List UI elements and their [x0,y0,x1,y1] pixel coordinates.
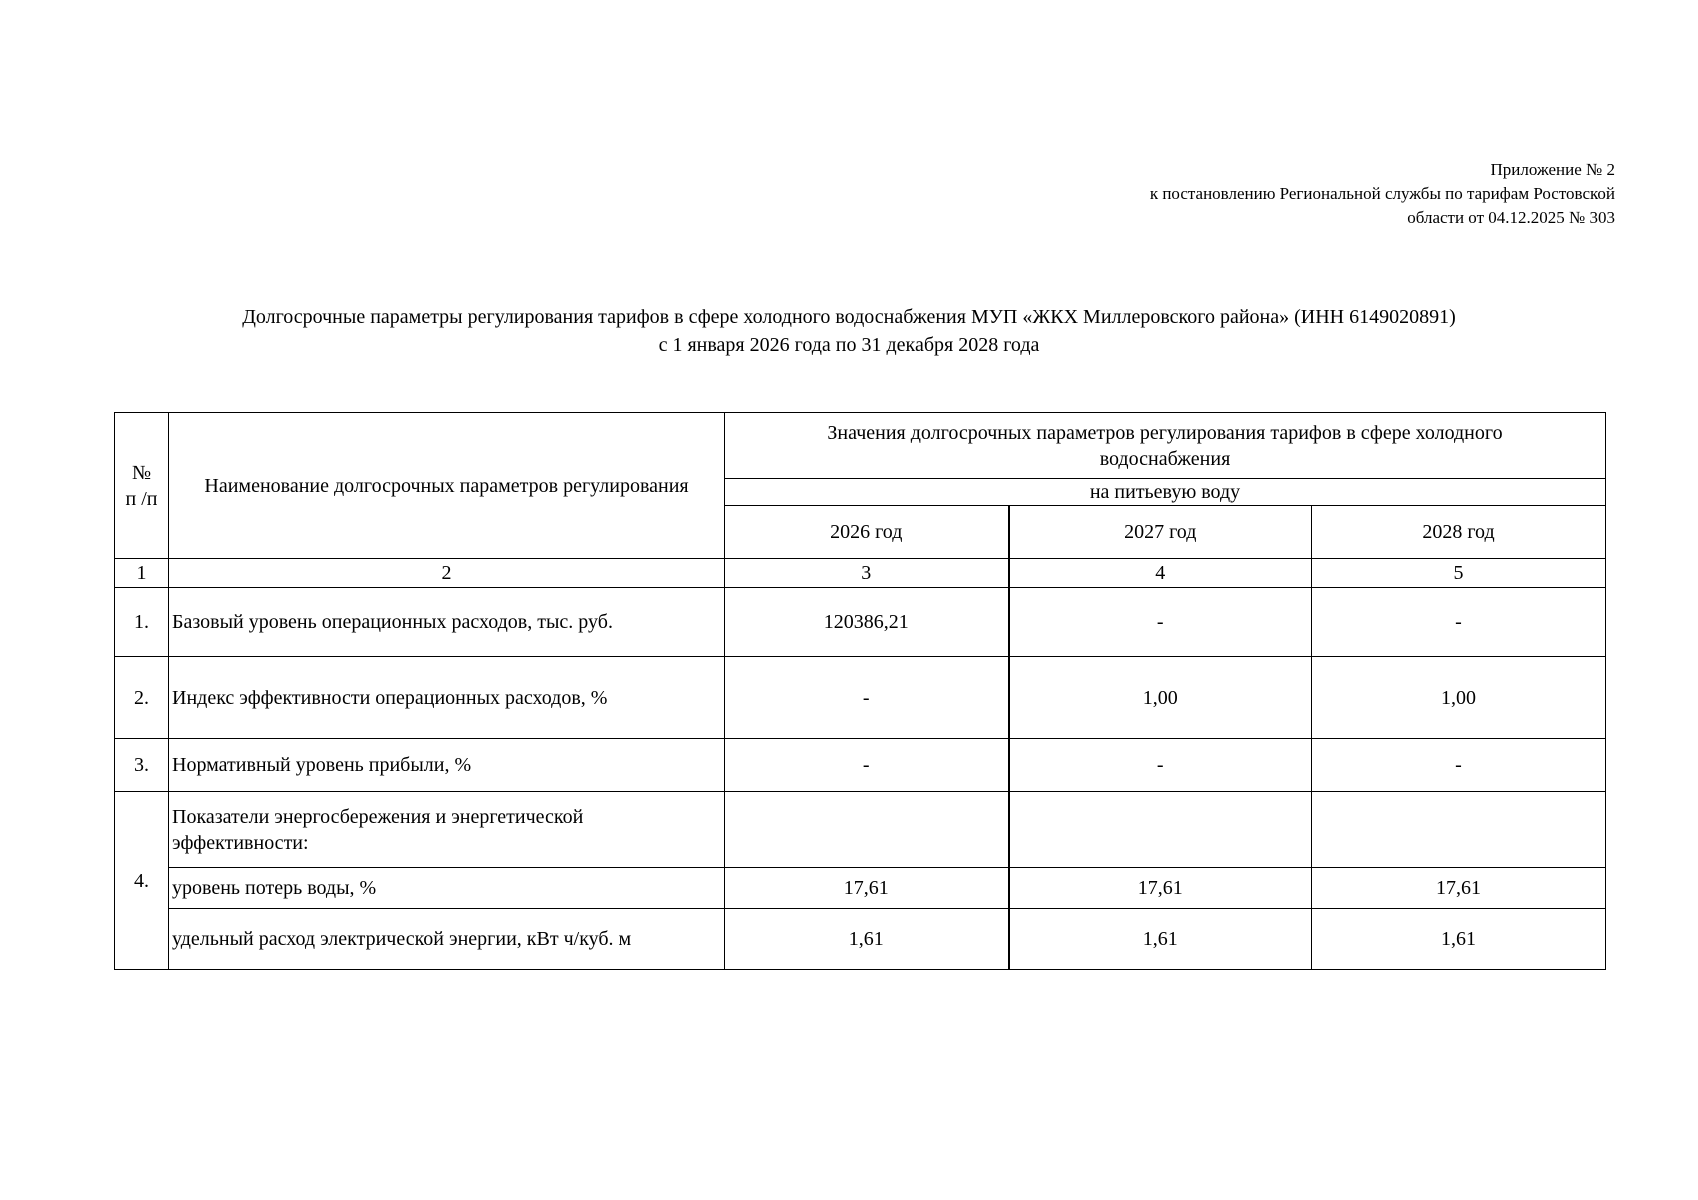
appendix-reference: к постановлению Региональной службы по тарифам Ростовской [1149,184,1615,203]
column-number: 4 [1009,559,1312,588]
row-parameter-name: уровень потерь воды, % [169,868,725,909]
row-value: 17,61 [1312,868,1606,909]
column-numbers-row [115,559,1606,588]
row-value: 1,61 [725,909,1009,970]
table-row [115,657,1606,739]
column-number: 1 [115,559,169,588]
table-row [115,909,1606,970]
header-year: 2028 год [1312,506,1606,559]
header-subgroup: на питьевую воду [725,479,1606,506]
title-period: с 1 января 2026 года по 31 декабря 2028 года [658,334,1040,356]
row-parameter-name: Нормативный уровень прибыли, % [169,739,725,792]
parameters-table [114,412,1606,970]
column-number: 2 [169,559,725,588]
row-number: 2. [115,657,169,739]
header-num-label: п /п [125,487,158,510]
row-value: - [725,739,1009,792]
column-number: 3 [725,559,1009,588]
header-row [115,413,1606,479]
table-row [115,792,1606,868]
row-value: - [1312,739,1606,792]
column-number: 5 [1312,559,1606,588]
appendix-block [1150,158,1615,230]
appendix-number: Приложение № 2 [1490,160,1615,179]
row-value: 120386,21 [725,588,1009,657]
row-parameter-name: удельный расход электрической энергии, кВт ч/куб. м [169,909,725,970]
row-value: 1,00 [1312,657,1606,739]
appendix-date: области от 04.12.2025 № 303 [1407,208,1615,227]
header-num [115,413,169,559]
row-value: - [725,657,1009,739]
document-title [0,303,1698,359]
row-parameter-name: Индекс эффективности операционных расходов, % [169,657,725,739]
row-number: 4. [115,792,169,970]
table-row [115,739,1606,792]
row-number: 1. [115,588,169,657]
row-value-empty [725,792,1009,868]
header-year: 2026 год [725,506,1009,559]
row-value: - [1009,588,1312,657]
table-row [115,588,1606,657]
header-year: 2027 год [1009,506,1312,559]
row-value: 1,61 [1009,909,1312,970]
row-value-empty [1009,792,1312,868]
header-values-group: Значения долгосрочных параметров регулирования тарифов в сфере холодного водоснабжения [725,413,1606,479]
row-value-empty [1312,792,1606,868]
row-value: 17,61 [1009,868,1312,909]
row-parameter-heading: Показатели энергосбережения и энергетической эффективности: [169,792,725,868]
table-row [115,868,1606,909]
row-value: 1,61 [1312,909,1606,970]
row-parameter-name: Базовый уровень операционных расходов, тыс. руб. [169,588,725,657]
title-line: Долгосрочные параметры регулирования тарифов в сфере холодного водоснабжения МУП «ЖКХ Миллеровского района» (ИНН 6149020891) [242,306,1456,328]
row-value: 17,61 [725,868,1009,909]
row-value: 1,00 [1009,657,1312,739]
row-value: - [1009,739,1312,792]
row-value: - [1312,588,1606,657]
row-number: 3. [115,739,169,792]
header-name: Наименование долгосрочных параметров регулирования [169,413,725,559]
header-num-sign: № [131,461,152,484]
